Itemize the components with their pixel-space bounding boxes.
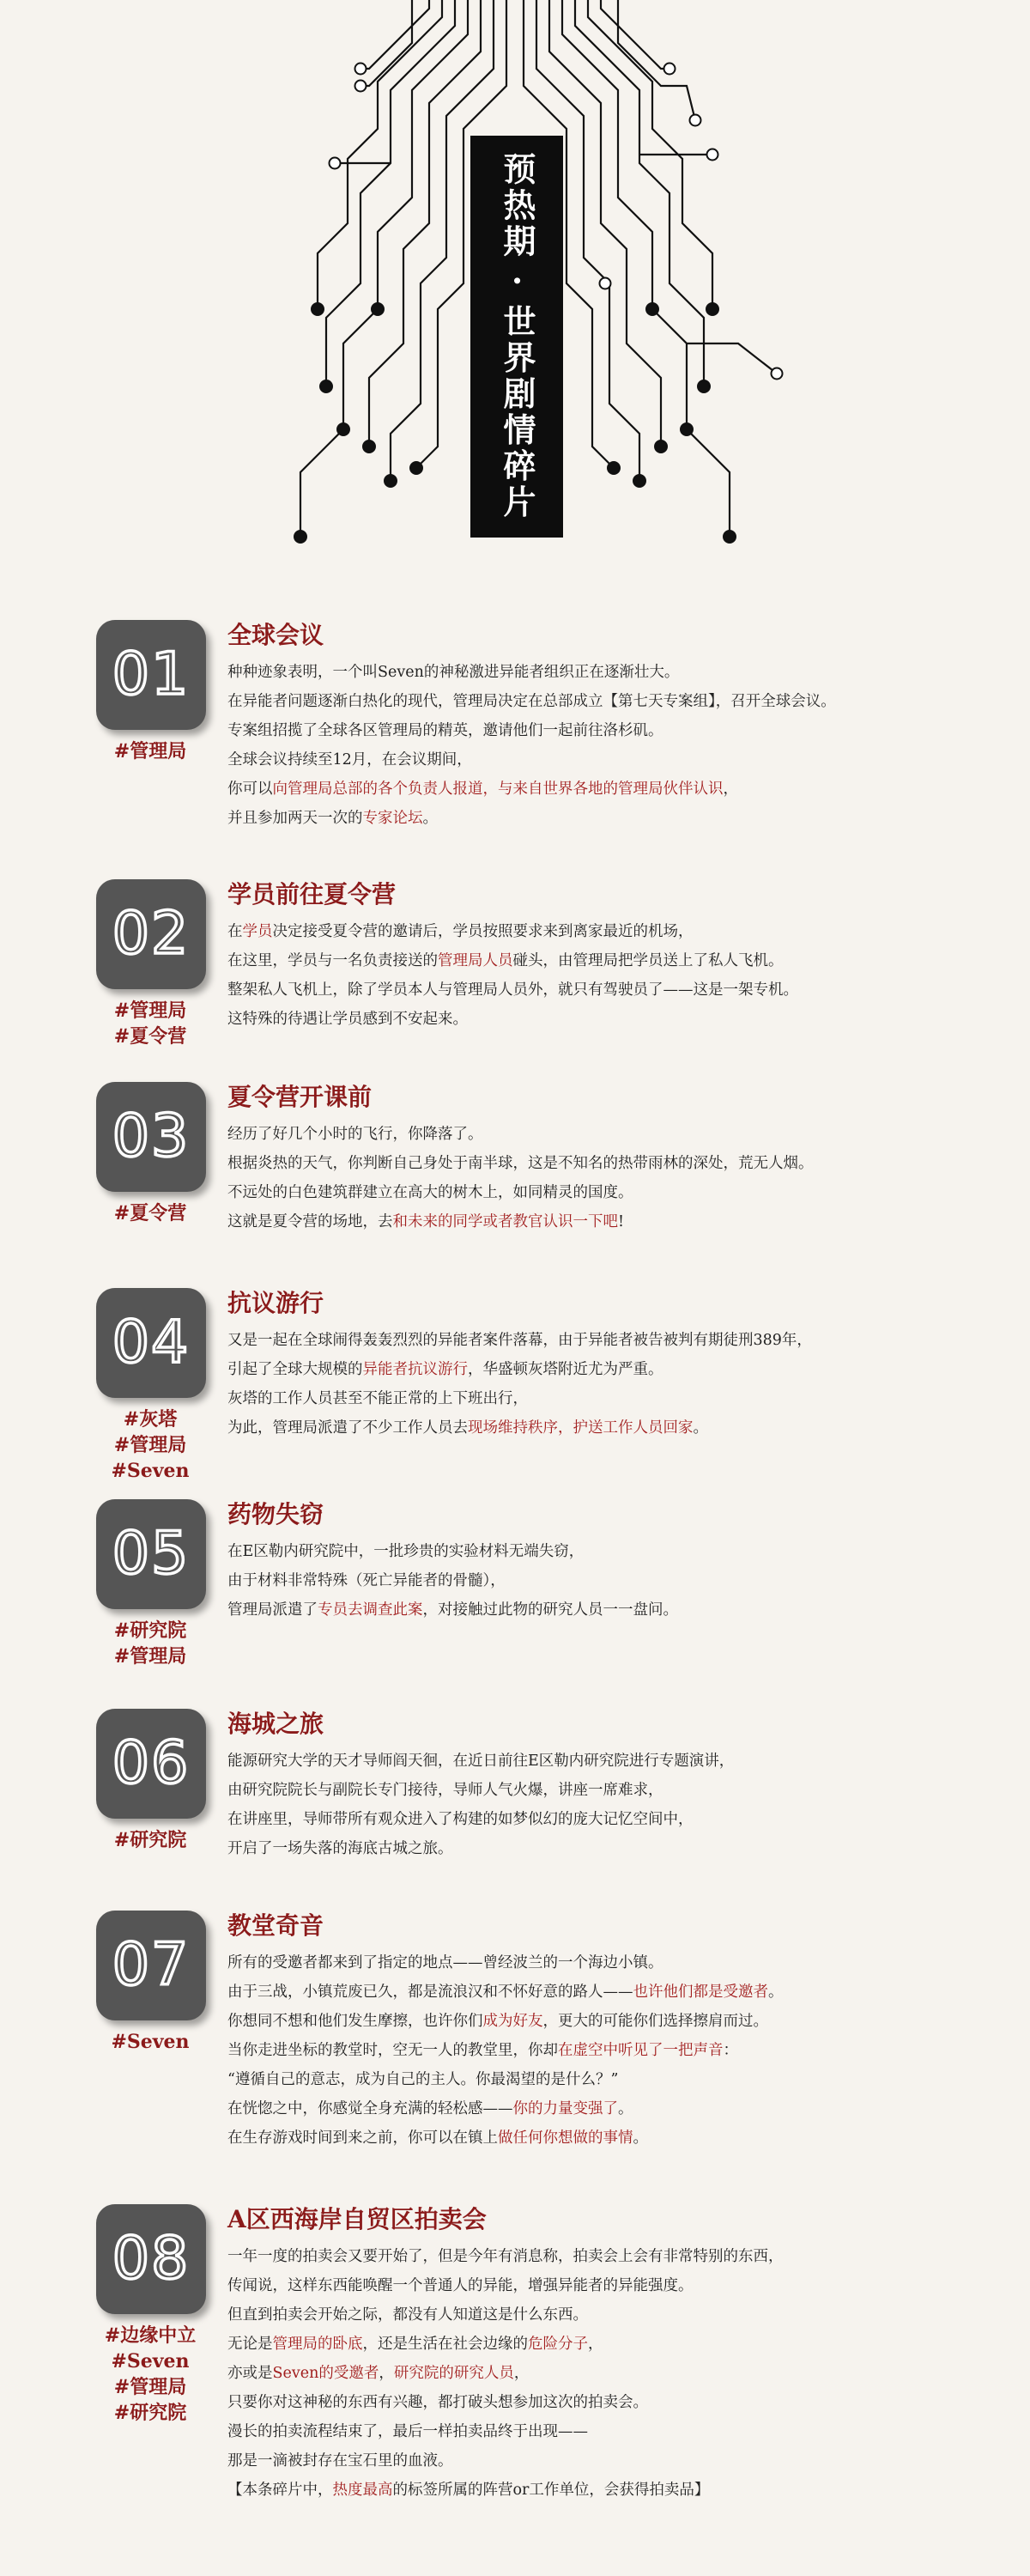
section-line	[227, 2242, 1000, 2271]
body-text: 在这里，学员与一名负责接送的	[227, 952, 438, 969]
section-line	[227, 1207, 1000, 1236]
section-line	[227, 2036, 1000, 2065]
circuit-node	[355, 64, 367, 75]
highlight-text: Seven的受邀者	[272, 2365, 379, 2382]
body-text: 在E区勒内研究院中，一批珍贵的实验材料无端失窃，	[227, 1543, 585, 1560]
body-text: 专案组招揽了全球各区管理局的精英，邀请他们一起前往洛杉矶。	[227, 722, 663, 739]
section-line	[227, 1978, 1000, 2007]
section-number: 05	[112, 1520, 191, 1588]
circuit-node	[320, 380, 332, 392]
body-text: ，还是生活在社会边缘的	[362, 2336, 528, 2353]
circuit-trace	[575, 0, 704, 386]
circuit-node	[707, 149, 718, 161]
body-text: ，	[588, 2336, 603, 2353]
highlight-text: 异能者抗议游行	[362, 1361, 468, 1378]
section-line	[227, 745, 1000, 775]
highlight-text: 你的力量变强了	[512, 2100, 618, 2117]
section-tags	[86, 998, 215, 1049]
section-tag[interactable]: #Seven	[111, 2031, 190, 2053]
section-number: 06	[112, 1729, 191, 1797]
section-line	[227, 2300, 1000, 2330]
section-number-badge	[96, 620, 206, 730]
section-line	[227, 775, 1000, 804]
section-line	[227, 2388, 1000, 2417]
body-text: 你可以	[227, 781, 273, 798]
circuit-node	[294, 531, 306, 543]
section-line	[227, 716, 1000, 745]
section-tags	[86, 1827, 215, 1853]
section-number: 02	[112, 900, 191, 968]
section-tag[interactable]: #管理局	[113, 740, 187, 762]
section-tag[interactable]: #夏令营	[113, 1025, 187, 1048]
section-line	[227, 1149, 1000, 1178]
circuit-node	[698, 380, 710, 392]
section-tag[interactable]: #研究院	[113, 2402, 187, 2424]
section-body	[227, 1948, 1000, 2153]
section-line	[227, 2476, 1000, 2505]
body-text: 那是一滴被封存在宝石里的血液。	[227, 2452, 453, 2470]
highlight-text: 做任何你想做的事情	[498, 2129, 633, 2147]
section-tag[interactable]: #边缘中立	[104, 2324, 197, 2347]
section-body	[227, 1537, 1000, 1625]
section-tags	[86, 738, 215, 764]
body-text: 当你走进坐标的教堂时，空无一人的教堂里，你却	[227, 2042, 558, 2059]
section-line	[227, 1384, 1000, 1413]
body-text: ：	[723, 2042, 738, 2059]
circuit-node	[681, 423, 693, 435]
circuit-trace	[562, 0, 730, 537]
section-tag[interactable]: #管理局	[113, 1645, 187, 1668]
body-text: 。	[768, 1984, 784, 2001]
body-text: 的标签所属的阵营or工作单位，会获得拍卖品】	[392, 2482, 710, 2499]
circuit-node	[600, 278, 611, 289]
body-text: 管理局派遣了	[227, 1601, 318, 1619]
body-text: 全球会议持续至12月，在会议期间，	[227, 751, 472, 769]
body-text: 亦或是	[227, 2365, 273, 2382]
body-text: 由研究院院长与副院长专门接待，导师人气火爆，讲座一席难求，	[227, 1782, 663, 1799]
section-line	[227, 1595, 1000, 1625]
highlight-text: 向管理局总部的各个负责人报道，与来自世界各地的管理局伙伴认识	[272, 781, 724, 798]
body-text: 漫长的拍卖流程结束了，最后一样拍卖品终于出现——	[227, 2423, 588, 2440]
body-text: 传闻说，这样东西能唤醒一个普通人的异能，增强异能者的异能强度。	[227, 2277, 694, 2294]
section-title: 全球会议	[227, 621, 324, 649]
section-line	[227, 2271, 1000, 2300]
circuit-node	[646, 303, 658, 315]
section-line	[227, 2417, 1000, 2446]
highlight-text: 现场维持秩序，护送工作人员回家	[468, 1419, 694, 1437]
section-line	[227, 2330, 1000, 2359]
body-text: 【本条碎片中，	[227, 2482, 333, 2499]
highlight-text: 专员去调查此案	[318, 1601, 423, 1619]
circuit-trace	[360, 0, 429, 69]
circuit-node	[355, 81, 367, 92]
circuit-node	[664, 64, 676, 75]
body-text: 整架私人飞机上，除了学员本人与管理局人员外，就只有驾驶员了——这是一架专机。	[227, 981, 798, 999]
highlight-text: 学员	[242, 923, 273, 940]
section-tag[interactable]: #管理局	[113, 1434, 187, 1456]
section-number-badge	[96, 1911, 206, 2020]
circuit-trace	[326, 0, 455, 386]
circuit-node	[312, 303, 324, 315]
highlight-text: 在虚空中听见了一把声音	[558, 2042, 724, 2059]
body-text: ，	[513, 2365, 530, 2382]
section-tags	[86, 2029, 215, 2055]
section-line	[227, 2065, 1000, 2094]
section-tag[interactable]: #Seven	[111, 2350, 190, 2372]
section-line	[227, 2007, 1000, 2036]
highlight-text: 也许他们都是受邀者	[633, 1984, 768, 2001]
body-text: 根据炎热的天气，你判断自己身处于南半球，这是不知名的热带雨林的深处，荒无人烟。	[227, 1155, 814, 1172]
section-title: A区西海岸自贸区拍卖会	[227, 2205, 487, 2233]
section-line	[227, 658, 1000, 687]
section-line	[227, 1355, 1000, 1384]
circuit-node	[337, 423, 349, 435]
body-text: 。	[693, 1419, 708, 1437]
body-text: 在异能者问题逐渐白热化的现代，管理局决定在总部成立【第七天专案组】，召开全球会议。	[227, 693, 836, 710]
body-text: 只要你对这神秘的东西有兴趣，都打破头想参加这次的拍卖会。	[227, 2394, 648, 2411]
section-line	[227, 1120, 1000, 1149]
body-text: 在讲座里，导师带所有观众进入了构建的如梦似幻的庞大记忆空间中，	[227, 1811, 694, 1828]
section-number-badge	[96, 1709, 206, 1819]
body-text: ，华盛顿灰塔附近尤为严重。	[468, 1361, 663, 1378]
section-number: 03	[112, 1103, 191, 1170]
section-title: 药物失窃	[227, 1500, 324, 1528]
section-title: 学员前往夏令营	[227, 880, 397, 908]
section-line	[227, 1776, 1000, 1805]
section-title: 海城之旅	[227, 1710, 324, 1738]
section-number: 08	[112, 2225, 191, 2293]
highlight-text: 和未来的同学或者教官认识一下吧	[392, 1213, 618, 1230]
highlight-text: 专家论坛	[362, 810, 423, 827]
highlight-text: 管理局人员	[438, 952, 513, 969]
section-body	[227, 658, 1000, 833]
body-text: 在生存游戏时间到来之前，你可以在镇上	[227, 2129, 498, 2147]
body-text: 这就是夏令营的场地，去	[227, 1213, 393, 1230]
body-text: 。	[618, 2100, 633, 2117]
section-body	[227, 917, 1000, 1034]
body-text: 无论是	[227, 2336, 273, 2353]
circuit-node	[706, 303, 718, 315]
section-line	[227, 1948, 1000, 1978]
section-body	[227, 1747, 1000, 1863]
section-body	[227, 1120, 1000, 1236]
section-tags	[86, 2323, 215, 2426]
section-line	[227, 1747, 1000, 1776]
highlight-text: 危险分子	[528, 2336, 588, 2353]
section-line	[227, 1326, 1000, 1355]
section-line	[227, 1834, 1000, 1863]
circuit-node	[690, 115, 701, 126]
circuit-trace	[687, 343, 777, 374]
body-text: 并且参加两天一次的	[227, 810, 363, 827]
circuit-node	[655, 440, 667, 453]
section-line	[227, 1178, 1000, 1207]
section-line	[227, 1566, 1000, 1595]
banner	[470, 136, 563, 538]
section-number-badge	[96, 1288, 206, 1398]
highlight-text: 热度最高	[332, 2482, 393, 2499]
body-text: 由于材料非常特殊（死亡异能者的骨髓），	[227, 1572, 506, 1589]
circuit-node	[330, 158, 341, 169]
section-title: 夏令营开课前	[227, 1083, 373, 1111]
highlight-text: 研究院的研究人员	[393, 2365, 514, 2382]
circuit-node	[410, 462, 422, 474]
section-tag[interactable]: #研究院	[113, 1829, 187, 1851]
body-text: 所有的受邀者都来到了指定的地点——曾经波兰的一个海边小镇。	[227, 1954, 663, 1971]
body-text: 不远处的白色建筑群建立在高大的树木上，如同精灵的国度。	[227, 1184, 633, 1201]
section-tags	[86, 1618, 215, 1669]
body-text: 。	[633, 2129, 648, 2147]
section-line	[227, 687, 1000, 716]
body-text: 你想同不想和他们发生摩擦，也许你们	[227, 2013, 483, 2030]
highlight-text: 成为好友	[482, 2013, 543, 2030]
circuit-node	[372, 303, 384, 315]
body-text: 为此，管理局派遣了不少工作人员去	[227, 1419, 468, 1437]
section-body	[227, 1326, 1000, 1443]
body-text: 引起了全球大规模的	[227, 1361, 363, 1378]
body-text: 一年一度的拍卖会又要开始了，但是今年有消息称，拍卖会上会有非常特别的东西，	[227, 2248, 784, 2265]
highlight-text: 管理局的卧底	[272, 2336, 363, 2353]
body-text: 在恍惚之中，你感觉全身充满的轻松感——	[227, 2100, 513, 2117]
body-text: 灰塔的工作人员甚至不能正常的上下班出行，	[227, 1390, 528, 1407]
body-text: 。	[422, 810, 438, 827]
circuit-node	[385, 475, 397, 487]
body-text: “遵循自己的意志，成为自己的主人。你最渴望的是什么？”	[227, 2071, 619, 2088]
section-line	[227, 946, 1000, 975]
section-number: 07	[112, 1931, 191, 1999]
circuit-node	[724, 531, 736, 543]
section-line	[227, 2359, 1000, 2388]
section-number-badge	[96, 879, 206, 989]
section-line	[227, 804, 1000, 833]
body-text: 在	[227, 923, 243, 940]
body-text: 开启了一场失落的海底古城之旅。	[227, 1840, 453, 1857]
circuit-node	[633, 475, 645, 487]
section-tag[interactable]: #夏令营	[113, 1202, 187, 1224]
section-line	[227, 2446, 1000, 2476]
section-tags	[86, 1406, 215, 1484]
body-text: 碰头，由管理局把学员送上了私人飞机。	[512, 952, 784, 969]
section-tag[interactable]: #灰塔	[123, 1408, 178, 1431]
section-line	[227, 975, 1000, 1005]
circuit-trace	[300, 0, 468, 537]
body-text: ，	[379, 2365, 394, 2382]
section-line	[227, 1805, 1000, 1834]
section-tags	[86, 1200, 215, 1226]
section-tag[interactable]: #研究院	[113, 1619, 187, 1642]
section-number-badge	[96, 2204, 206, 2314]
circuit-trace	[601, 0, 670, 69]
section-title: 教堂奇音	[227, 1911, 324, 1940]
section-number: 01	[112, 641, 191, 708]
section-title: 抗议游行	[227, 1289, 324, 1317]
circuit-trace	[318, 0, 442, 309]
banner-title: 预热期 · 世界剧情碎片	[498, 152, 536, 521]
body-text: 但直到拍卖会开始之际，都没有人知道这是什么东西。	[227, 2306, 588, 2324]
body-text: 能源研究大学的天才导师阎天徊，在近日前往E区勒内研究院进行专题演讲，	[227, 1753, 735, 1770]
body-text: 种种迹象表明，一个叫Seven的神秘激进异能者组织正在逐渐壮大。	[227, 664, 680, 681]
body-text: 这特殊的待遇让学员感到不安起来。	[227, 1011, 468, 1028]
circuit-node	[608, 462, 620, 474]
circuit-node	[363, 440, 375, 453]
body-text: 又是一起在全球闹得轰轰烈烈的异能者案件落幕，由于异能者被告被判有期徒刑389年，	[227, 1332, 812, 1349]
body-text: !	[618, 1213, 625, 1230]
body-text: 由于三战，小镇荒废已久，都是流浪汉和不怀好意的路人——	[227, 1984, 633, 2001]
body-text: ，更大的可能你们选择擦肩而过。	[542, 2013, 768, 2030]
section-body	[227, 2242, 1000, 2505]
body-text: 经历了好几个小时的飞行，你降落了。	[227, 1126, 483, 1143]
section-line	[227, 1005, 1000, 1034]
section-tag[interactable]: #管理局	[113, 2376, 187, 2398]
body-text: ，	[723, 781, 738, 798]
section-line	[227, 2094, 1000, 2123]
section-number-badge	[96, 1499, 206, 1609]
section-line	[227, 1537, 1000, 1566]
section-tag[interactable]: #Seven	[111, 1460, 190, 1482]
body-text: 决定接受夏令营的邀请后，学员按照要求来到离家最近的机场，	[272, 923, 694, 940]
section-number-badge	[96, 1082, 206, 1192]
section-tag[interactable]: #管理局	[113, 999, 187, 1022]
section-line	[227, 917, 1000, 946]
section-number: 04	[112, 1309, 191, 1376]
section-line	[227, 2123, 1000, 2153]
section-line	[227, 1413, 1000, 1443]
circuit-node	[772, 368, 783, 380]
body-text: ，对接触过此物的研究人员一一盘问。	[422, 1601, 678, 1619]
